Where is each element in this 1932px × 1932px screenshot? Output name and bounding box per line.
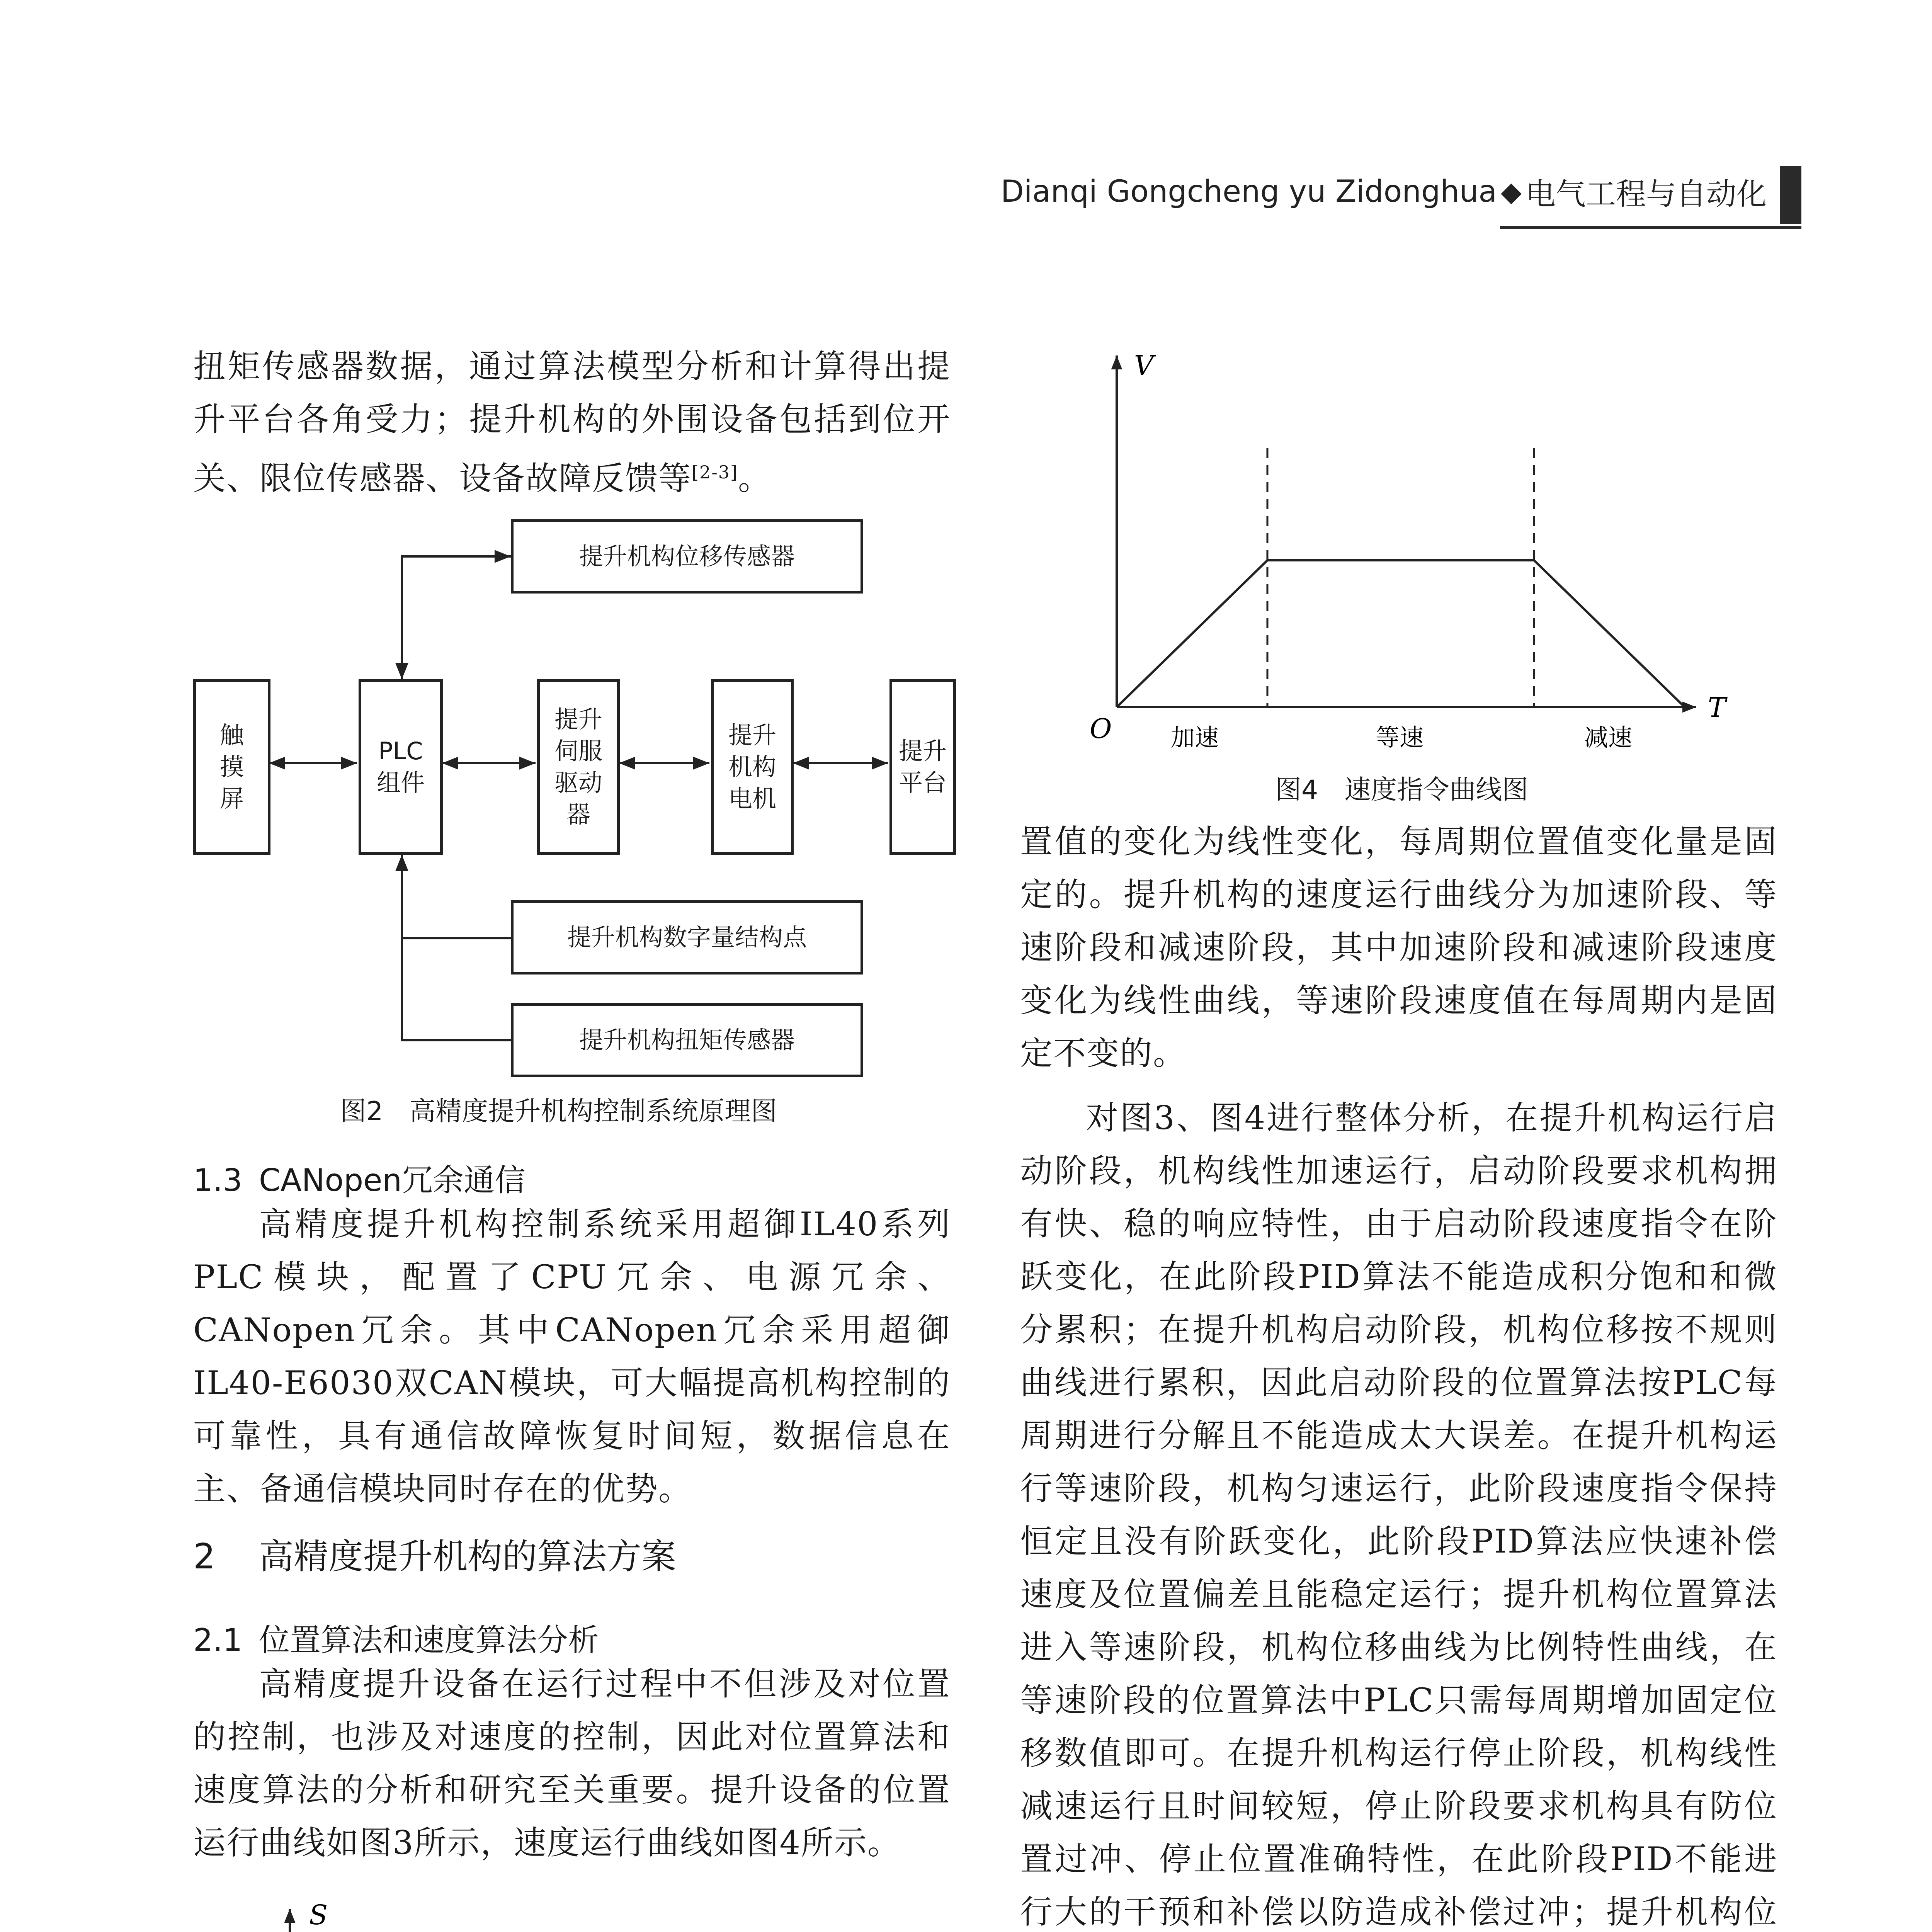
phase-label-decel: 减速	[1584, 723, 1633, 752]
paragraph-3: 高精度提升设备在运行过程中不但涉及对位置的控制，也涉及对速度的控制，因此对位置算法和速度算法的分析和研究至关重要。提升设备的位置运行曲线如图3所示，速度运行曲线如图4所示。	[193, 1665, 951, 1862]
paragraph-1-end: 。	[738, 459, 771, 497]
section-number: 2	[193, 1536, 216, 1577]
servo-drive-box	[537, 679, 620, 855]
section-title: 位置算法和速度算法分析	[259, 1622, 599, 1658]
diamond-icon: ◆	[1501, 176, 1522, 207]
digital-points-box	[511, 900, 863, 975]
touch-screen-label: 触 摸 屏	[219, 721, 244, 813]
touch-screen-box	[193, 679, 270, 855]
paragraph-5: 置值的变化为线性变化，每周期位置值变化量是固定的。提升机构的速度运行曲线分为加速阶段、等速阶段和减速阶段，其中加速阶段和减速阶段速度变化为线性曲线，等速阶段速度值在每周期内是固定不变的。	[1020, 823, 1777, 1072]
figure-4-plot	[1066, 340, 1762, 757]
motor-label: 提升 机构 电机	[728, 721, 776, 813]
paragraph-6	[1020, 1092, 1777, 1932]
section-2-heading	[193, 1528, 676, 1578]
platform-label: 提升 平台	[898, 737, 947, 797]
figure-3-plot	[240, 1893, 935, 1932]
motor-box	[711, 679, 794, 855]
phase-label-constant: 等速	[1376, 723, 1424, 752]
paragraph-6-text: 对图3、图4进行整体分析，在提升机构运行启动阶段，机构线性加速运行，启动阶段要求机构拥有快、稳的响应特性，由于启动阶段速度指令在阶跃变化，在此阶段PID算法不能造成积分饱和和微分累积；在提升机构启动阶段，机构位移按不规则曲线进行累积，因此启动阶段的位置算法按PLC每周期进行分解且不能造成太大误差。在提升机构运行等速阶段，机构匀速运行，此阶段速度指令保持恒定且没有阶跃变化，此阶段PID算法应快速补偿速度及位置偏差且能稳定运行；提升机构位置算法进入等速阶段，机构位移曲线为比例特性曲线，在等速阶段的位置算法中PLC只需每周期增加固定位移数值即可。在提升机构运行停止阶段，机构线性减速运行且时间较短，停止阶段要求机构具有防位置过冲、停止位置准确特性，在此阶段PID不能进行大的干预和补偿以防造成补偿过冲；提升机构位	[1020, 1099, 1777, 1931]
servo-drive-label: 提升 伺服 驱动 器	[554, 705, 602, 828]
paragraph-1-text: 扭矩传感器数据，通过算法模型分析和计算得出提升平台各角受力；提升机构的外围设备包括到位开关、限位传感器、设备故障反馈等	[193, 347, 951, 497]
displacement-sensor-label: 提升机构位移传感器	[579, 542, 795, 570]
section-number: 1.3	[193, 1162, 243, 1198]
torque-sensor-label: 提升机构扭矩传感器	[579, 1026, 795, 1054]
displacement-sensor-box	[511, 519, 863, 594]
origin-label: O	[1090, 713, 1112, 745]
phase-label-accel: 加速	[1171, 723, 1219, 752]
x-axis-label: T	[1708, 692, 1726, 723]
platform-box	[889, 679, 956, 855]
plc-label: PLC 组件	[376, 737, 425, 797]
torque-sensor-box	[511, 1003, 863, 1077]
section-title: 高精度提升机构的算法方案	[259, 1536, 676, 1577]
journal-title-cn: 电气工程与自动化	[1525, 177, 1767, 212]
section-1-3-heading	[193, 1155, 526, 1200]
velocity-curve	[1117, 560, 1685, 707]
y-axis-label: S	[309, 1899, 328, 1931]
journal-pinyin: Dianqi Gongcheng yu Zidonghua	[1000, 174, 1497, 209]
y-axis-label: V	[1134, 350, 1154, 381]
citation: [2-3]	[692, 462, 738, 483]
figure-2-caption: 图2 高精度提升机构控制系统原理图	[340, 1096, 777, 1127]
digital-points-label: 提升机构数字量结构点	[567, 923, 807, 951]
section-number: 2.1	[193, 1622, 243, 1658]
plc-box	[359, 679, 443, 855]
section-title: CANopen冗余通信	[259, 1162, 526, 1198]
figure-4-caption: 图4 速度指令曲线图	[1275, 775, 1529, 805]
paragraph-2: 高精度提升机构控制系统采用超御IL40系列PLC模块，配置了CPU冗余、电源冗余、CANopen冗余。其中CANopen冗余采用超御IL40-E6030双CAN模块，可大幅提高机构控制的可靠性，具有通信故障恢复时间短，数据信息在主、备通信模块同时存在的优势。	[193, 1205, 951, 1508]
section-2-1-heading	[193, 1615, 599, 1660]
